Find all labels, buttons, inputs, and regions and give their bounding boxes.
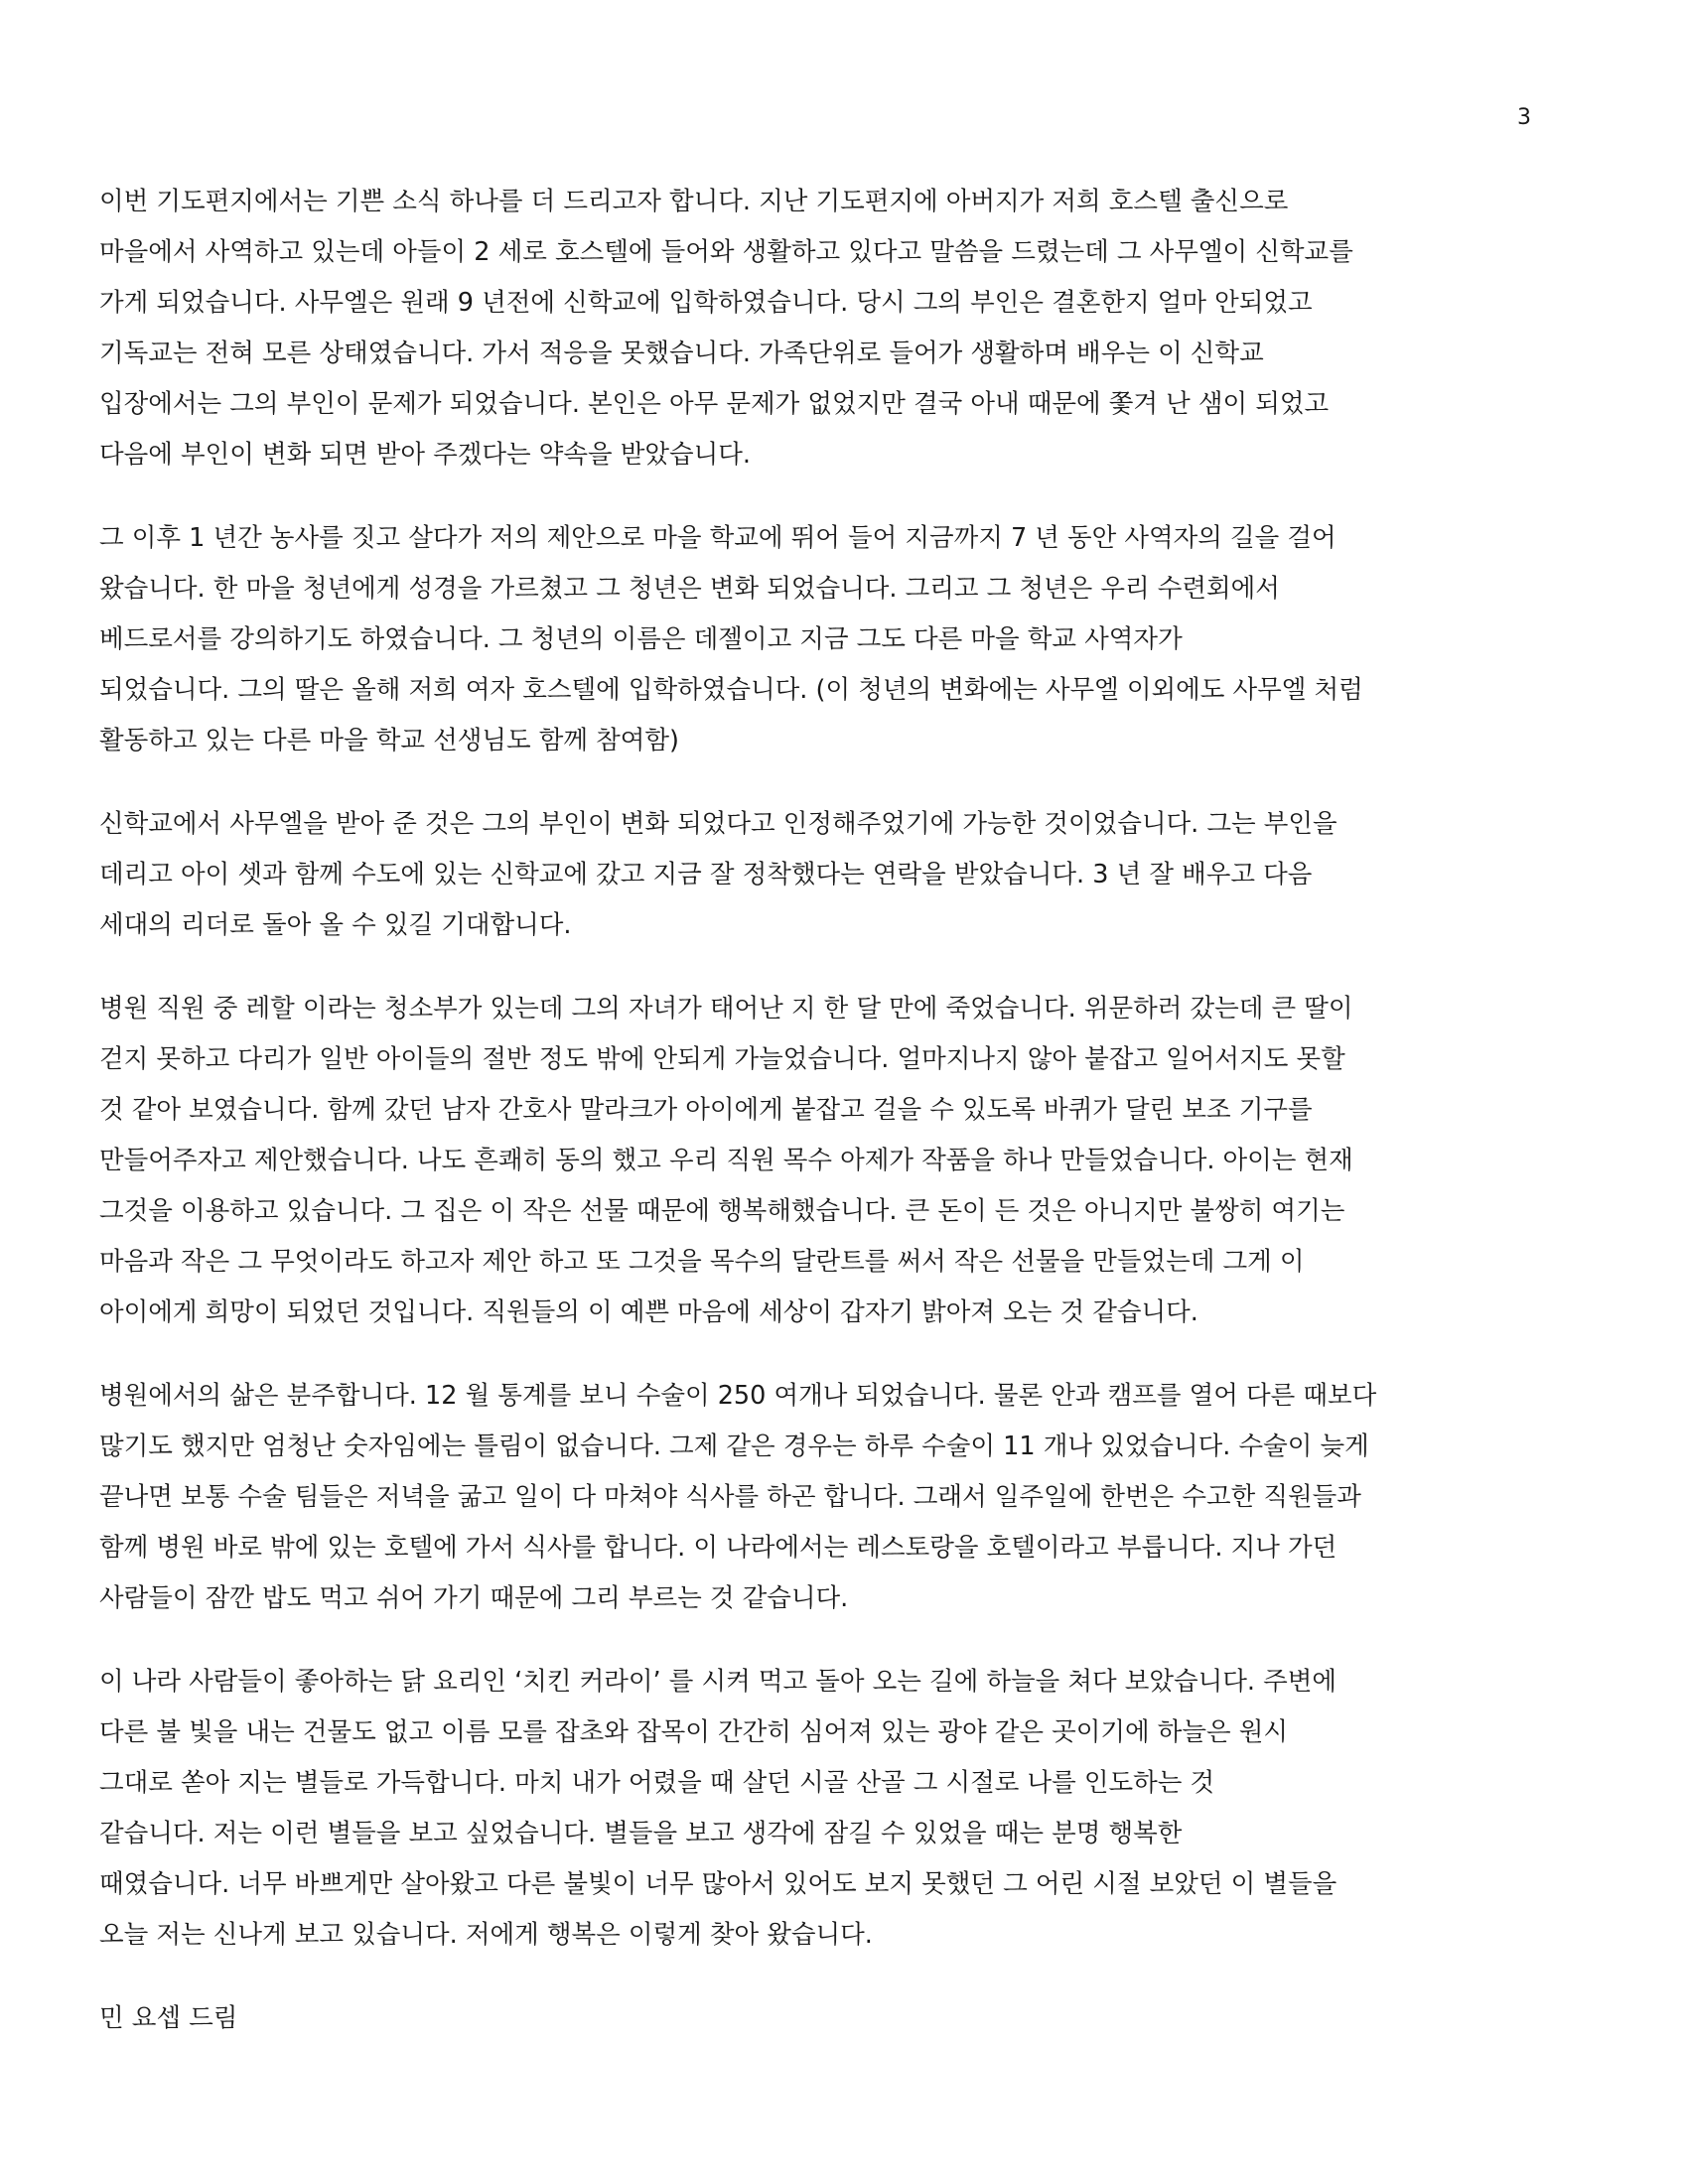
text-line: 끝나면 보통 수술 팀들은 저녁을 굶고 일이 다 마쳐야 식사를 하곤 합니다. 그래서 일주일에 한번은 수고한 직원들과 [99, 1482, 1361, 1512]
text-line: 신학교에서 사무엘을 받아 준 것은 그의 부인이 변화 되었다고 인정해주었기에 가능한 것이었습니다. 그는 부인을 [99, 809, 1337, 839]
paragraph [99, 1371, 1589, 1624]
text-line: 베드로서를 강의하기도 하였습니다. 그 청년의 이름은 데젤이고 지금 그도 다른 마을 학교 사역자가 [99, 624, 1183, 654]
paragraph [99, 799, 1589, 951]
paragraph [99, 177, 1589, 480]
text-line: 때였습니다. 너무 바쁘게만 살아왔고 다른 불빛이 너무 많아서 있어도 보지 못했던 그 어린 시절 보았던 이 별들을 [99, 1869, 1337, 1899]
text-line: 만들어주자고 제안했습니다. 나도 흔쾌히 동의 했고 우리 직원 목수 아제가 작품을 하나 만들었습니다. 아이는 현재 [99, 1146, 1353, 1175]
letter-body [99, 177, 1589, 2044]
text-line: 사람들이 잠깐 밥도 먹고 쉬어 가기 때문에 그리 부르는 것 같습니다. [99, 1583, 849, 1613]
text-line: 입장에서는 그의 부인이 문제가 되었습니다. 본인은 아무 문제가 없었지만 결국 아내 때문에 쫓겨 난 샘이 되었고 [99, 389, 1330, 419]
text-line: 기독교는 전혀 모른 상태였습니다. 가서 적응을 못했습니다. 가족단위로 들어가 생활하며 배우는 이 신학교 [99, 339, 1264, 368]
text-line: 걷지 못하고 다리가 일반 아이들의 절반 정도 밖에 안되게 가늘었습니다. 얼마지나지 않아 붙잡고 일어서지도 못할 [99, 1044, 1345, 1074]
text-line: 활동하고 있는 다른 마을 학교 선생님도 함께 참여함) [99, 726, 679, 755]
paragraph [99, 513, 1589, 766]
text-line: 왔습니다. 한 마을 청년에게 성경을 가르쳤고 그 청년은 변화 되었습니다. 그리고 그 청년은 우리 수련회에서 [99, 574, 1280, 604]
text-line: 병원에서의 삶은 분주합니다. 12 월 통계를 보니 수술이 250 여개나 되었습니다. 물론 안과 캠프를 열어 다른 때보다 [99, 1381, 1377, 1411]
text-line: 것 같아 보였습니다. 함께 갔던 남자 간호사 말라크가 아이에게 붙잡고 걸을 수 있도록 바퀴가 달린 보조 기구를 [99, 1095, 1313, 1125]
paragraph [99, 984, 1589, 1338]
text-line: 많기도 했지만 엄청난 숫자임에는 틀림이 없습니다. 그제 같은 경우는 하루 수술이 11 개나 있었습니다. 수술이 늦게 [99, 1432, 1369, 1461]
signature [99, 1993, 1589, 2044]
text-line: 함께 병원 바로 밖에 있는 호텔에 가서 식사를 합니다. 이 나라에서는 레스토랑을 호텔이라고 부릅니다. 지나 가던 [99, 1533, 1337, 1563]
text-line: 마음과 작은 그 무엇이라도 하고자 제안 하고 또 그것을 목수의 달란트를 써서 작은 선물을 만들었는데 그게 이 [99, 1247, 1305, 1277]
text-line: 되었습니다. 그의 딸은 올해 저희 여자 호스텔에 입학하였습니다. (이 청년의 변화에는 사무엘 이외에도 사무엘 처럼 [99, 675, 1363, 705]
text-line: 오늘 저는 신나게 보고 있습니다. 저에게 행복은 이렇게 찾아 왔습니다. [99, 1920, 873, 1950]
text-line: 그대로 쏟아 지는 별들로 가득합니다. 마치 내가 어렸을 때 살던 시골 산골 그 시절로 나를 인도하는 것 [99, 1768, 1215, 1798]
text-line: 그 이후 1 년간 농사를 짓고 살다가 저의 제안으로 마을 학교에 뛰어 들어 지금까지 7 년 동안 사역자의 길을 걸어 [99, 523, 1336, 553]
text-line: 다음에 부인이 변화 되면 받아 주겠다는 약속을 받았습니다. [99, 440, 752, 470]
text-line: 이번 기도편지에서는 기쁜 소식 하나를 더 드리고자 합니다. 지난 기도편지에 아버지가 저희 호스텔 출신으로 [99, 187, 1289, 216]
text-line: 세대의 리더로 돌아 올 수 있길 기대합니다. [99, 910, 572, 940]
text-line: 이 나라 사람들이 좋아하는 닭 요리인 ‘치킨 커라이’ 를 시켜 먹고 돌아 오는 길에 하늘을 쳐다 보았습니다. 주변에 [99, 1667, 1336, 1697]
text-line: 그것을 이용하고 있습니다. 그 집은 이 작은 선물 때문에 행복해했습니다. 큰 돈이 든 것은 아니지만 불쌍히 여기는 [99, 1196, 1345, 1226]
text-line: 가게 되었습니다. 사무엘은 원래 9 년전에 신학교에 입학하였습니다. 당시 그의 부인은 결혼한지 얼마 안되었고 [99, 288, 1313, 318]
text-line: 데리고 아이 셋과 함께 수도에 있는 신학교에 갔고 지금 잘 정착했다는 연락을 받았습니다. 3 년 잘 배우고 다음 [99, 860, 1313, 889]
page-number: 3 [1517, 105, 1531, 130]
text-line: 아이에게 희망이 되었던 것입니다. 직원들의 이 예쁜 마음에 세상이 갑자기 밝아져 오는 것 같습니다. [99, 1297, 1198, 1327]
text-line: 다른 불 빛을 내는 건물도 없고 이름 모를 잡초와 잡목이 간간히 심어져 있는 광야 같은 곳이기에 하늘은 원시 [99, 1717, 1289, 1747]
text-line: 병원 직원 중 레할 이라는 청소부가 있는데 그의 자녀가 태어난 지 한 달 만에 죽었습니다. 위문하러 갔는데 큰 딸이 [99, 994, 1353, 1024]
signature-line: 민 요셉 드림 [99, 2003, 238, 2033]
text-line: 마을에서 사역하고 있는데 아들이 2 세로 호스텔에 들어와 생활하고 있다고 말씀을 드렸는데 그 사무엘이 신학교를 [99, 237, 1353, 267]
paragraph [99, 1657, 1589, 1961]
text-line: 같습니다. 저는 이런 별들을 보고 싶었습니다. 별들을 보고 생각에 잠길 수 있었을 때는 분명 행복한 [99, 1819, 1183, 1848]
